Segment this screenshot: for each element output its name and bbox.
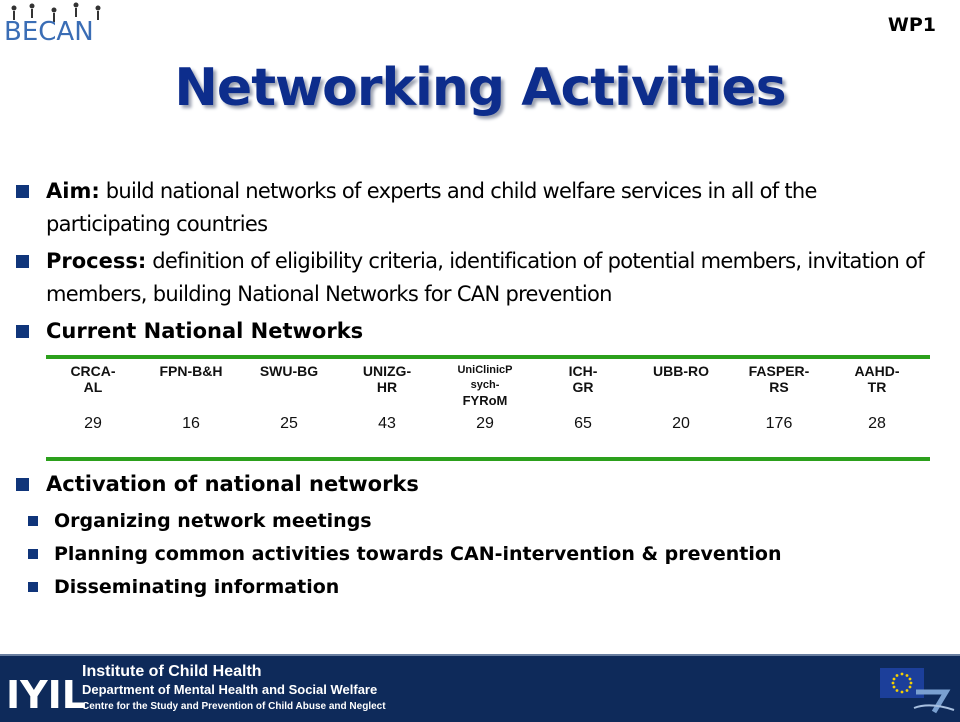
sub-bullet <box>14 505 944 538</box>
table-column <box>148 363 234 432</box>
sub-bullet <box>14 571 944 604</box>
becan-logo <box>2 2 120 46</box>
table-header: SWU-BG <box>259 363 319 379</box>
bullet-activation <box>14 468 944 501</box>
bullet-list <box>14 175 944 352</box>
table-value: 29 <box>84 415 102 432</box>
table-header: UniClinicP sych- FYRoM <box>457 364 513 408</box>
bullet-square-icon <box>16 185 29 198</box>
bullet-current-networks-lead: Current National Networks <box>46 319 364 343</box>
bullet-square-icon <box>16 325 29 338</box>
table-column <box>246 363 332 432</box>
table-value: 28 <box>868 415 886 432</box>
becan-logo-text: BECAN <box>4 17 94 47</box>
table-header: UNIZG- HR <box>362 363 412 395</box>
footer-bar <box>0 654 960 722</box>
table-header: UBB-RO <box>653 363 709 379</box>
table-column <box>638 363 724 432</box>
bullet-process-text: definition of eligibility criteria, identification of potential members, invitation of members, building National Networks for CAN prevention <box>46 249 924 306</box>
table-value: 65 <box>574 415 592 432</box>
activation-section <box>14 468 944 604</box>
ich-logo-text: IYIL <box>6 673 87 717</box>
page-title: Networking Activities <box>174 58 786 118</box>
sub-bullet-text: Disseminating information <box>54 576 340 598</box>
sub-bullet-square-icon <box>28 582 38 592</box>
bullet-aim <box>14 175 944 241</box>
table-header: FASPER- RS <box>748 363 810 395</box>
sub-bullet-square-icon <box>28 516 38 526</box>
footer-line-1: Institute of Child Health <box>82 663 262 680</box>
sub-bullet-text: Organizing network meetings <box>54 510 372 532</box>
ich-logo <box>4 662 87 717</box>
table-value: 29 <box>476 415 494 432</box>
footer-line-2: Department of Mental Health and Social Welfare <box>82 682 378 697</box>
sub-bullet-text: Planning common activities towards CAN-intervention & prevention <box>54 543 782 565</box>
bullet-process <box>14 245 944 311</box>
activation-heading: Activation of national networks <box>46 472 419 496</box>
table-bottom-line <box>46 457 930 461</box>
sub-bullet-square-icon <box>28 549 38 559</box>
table-header: CRCA- AL <box>70 363 116 395</box>
table-top-line <box>46 355 930 359</box>
table-value: 43 <box>378 415 396 432</box>
footer-line-3: Centre for the Study and Prevention of Child Abuse and Neglect <box>82 701 386 712</box>
table-column <box>736 363 822 432</box>
table-value: 16 <box>182 415 200 432</box>
table-column <box>344 363 430 432</box>
table-value: 20 <box>672 415 690 432</box>
table-header: ICH- GR <box>568 363 598 395</box>
table-column <box>834 363 920 432</box>
wp-label: WP1 <box>887 14 936 36</box>
bullet-process-lead: Process: <box>46 249 147 273</box>
sub-bullet <box>14 538 944 571</box>
becan-logo-figures <box>2 2 120 46</box>
table-header: FPN-B&H <box>159 363 223 379</box>
bullet-square-icon <box>16 478 29 491</box>
bullet-square-icon <box>16 255 29 268</box>
table-header: AAHD- TR <box>854 363 900 395</box>
table-value: 25 <box>280 415 298 432</box>
bullet-aim-text: build national networks of experts and child welfare services in all of the participating countries <box>46 179 817 236</box>
table-value: 176 <box>765 415 793 432</box>
networks-table <box>46 355 930 463</box>
bullet-aim-lead: Aim: <box>46 179 100 203</box>
table-column <box>50 363 136 432</box>
footer-text <box>82 662 386 714</box>
bullet-current-networks <box>14 315 944 348</box>
fp7-logo-icon <box>910 682 956 716</box>
table-column <box>540 363 626 432</box>
table-column <box>442 363 528 432</box>
